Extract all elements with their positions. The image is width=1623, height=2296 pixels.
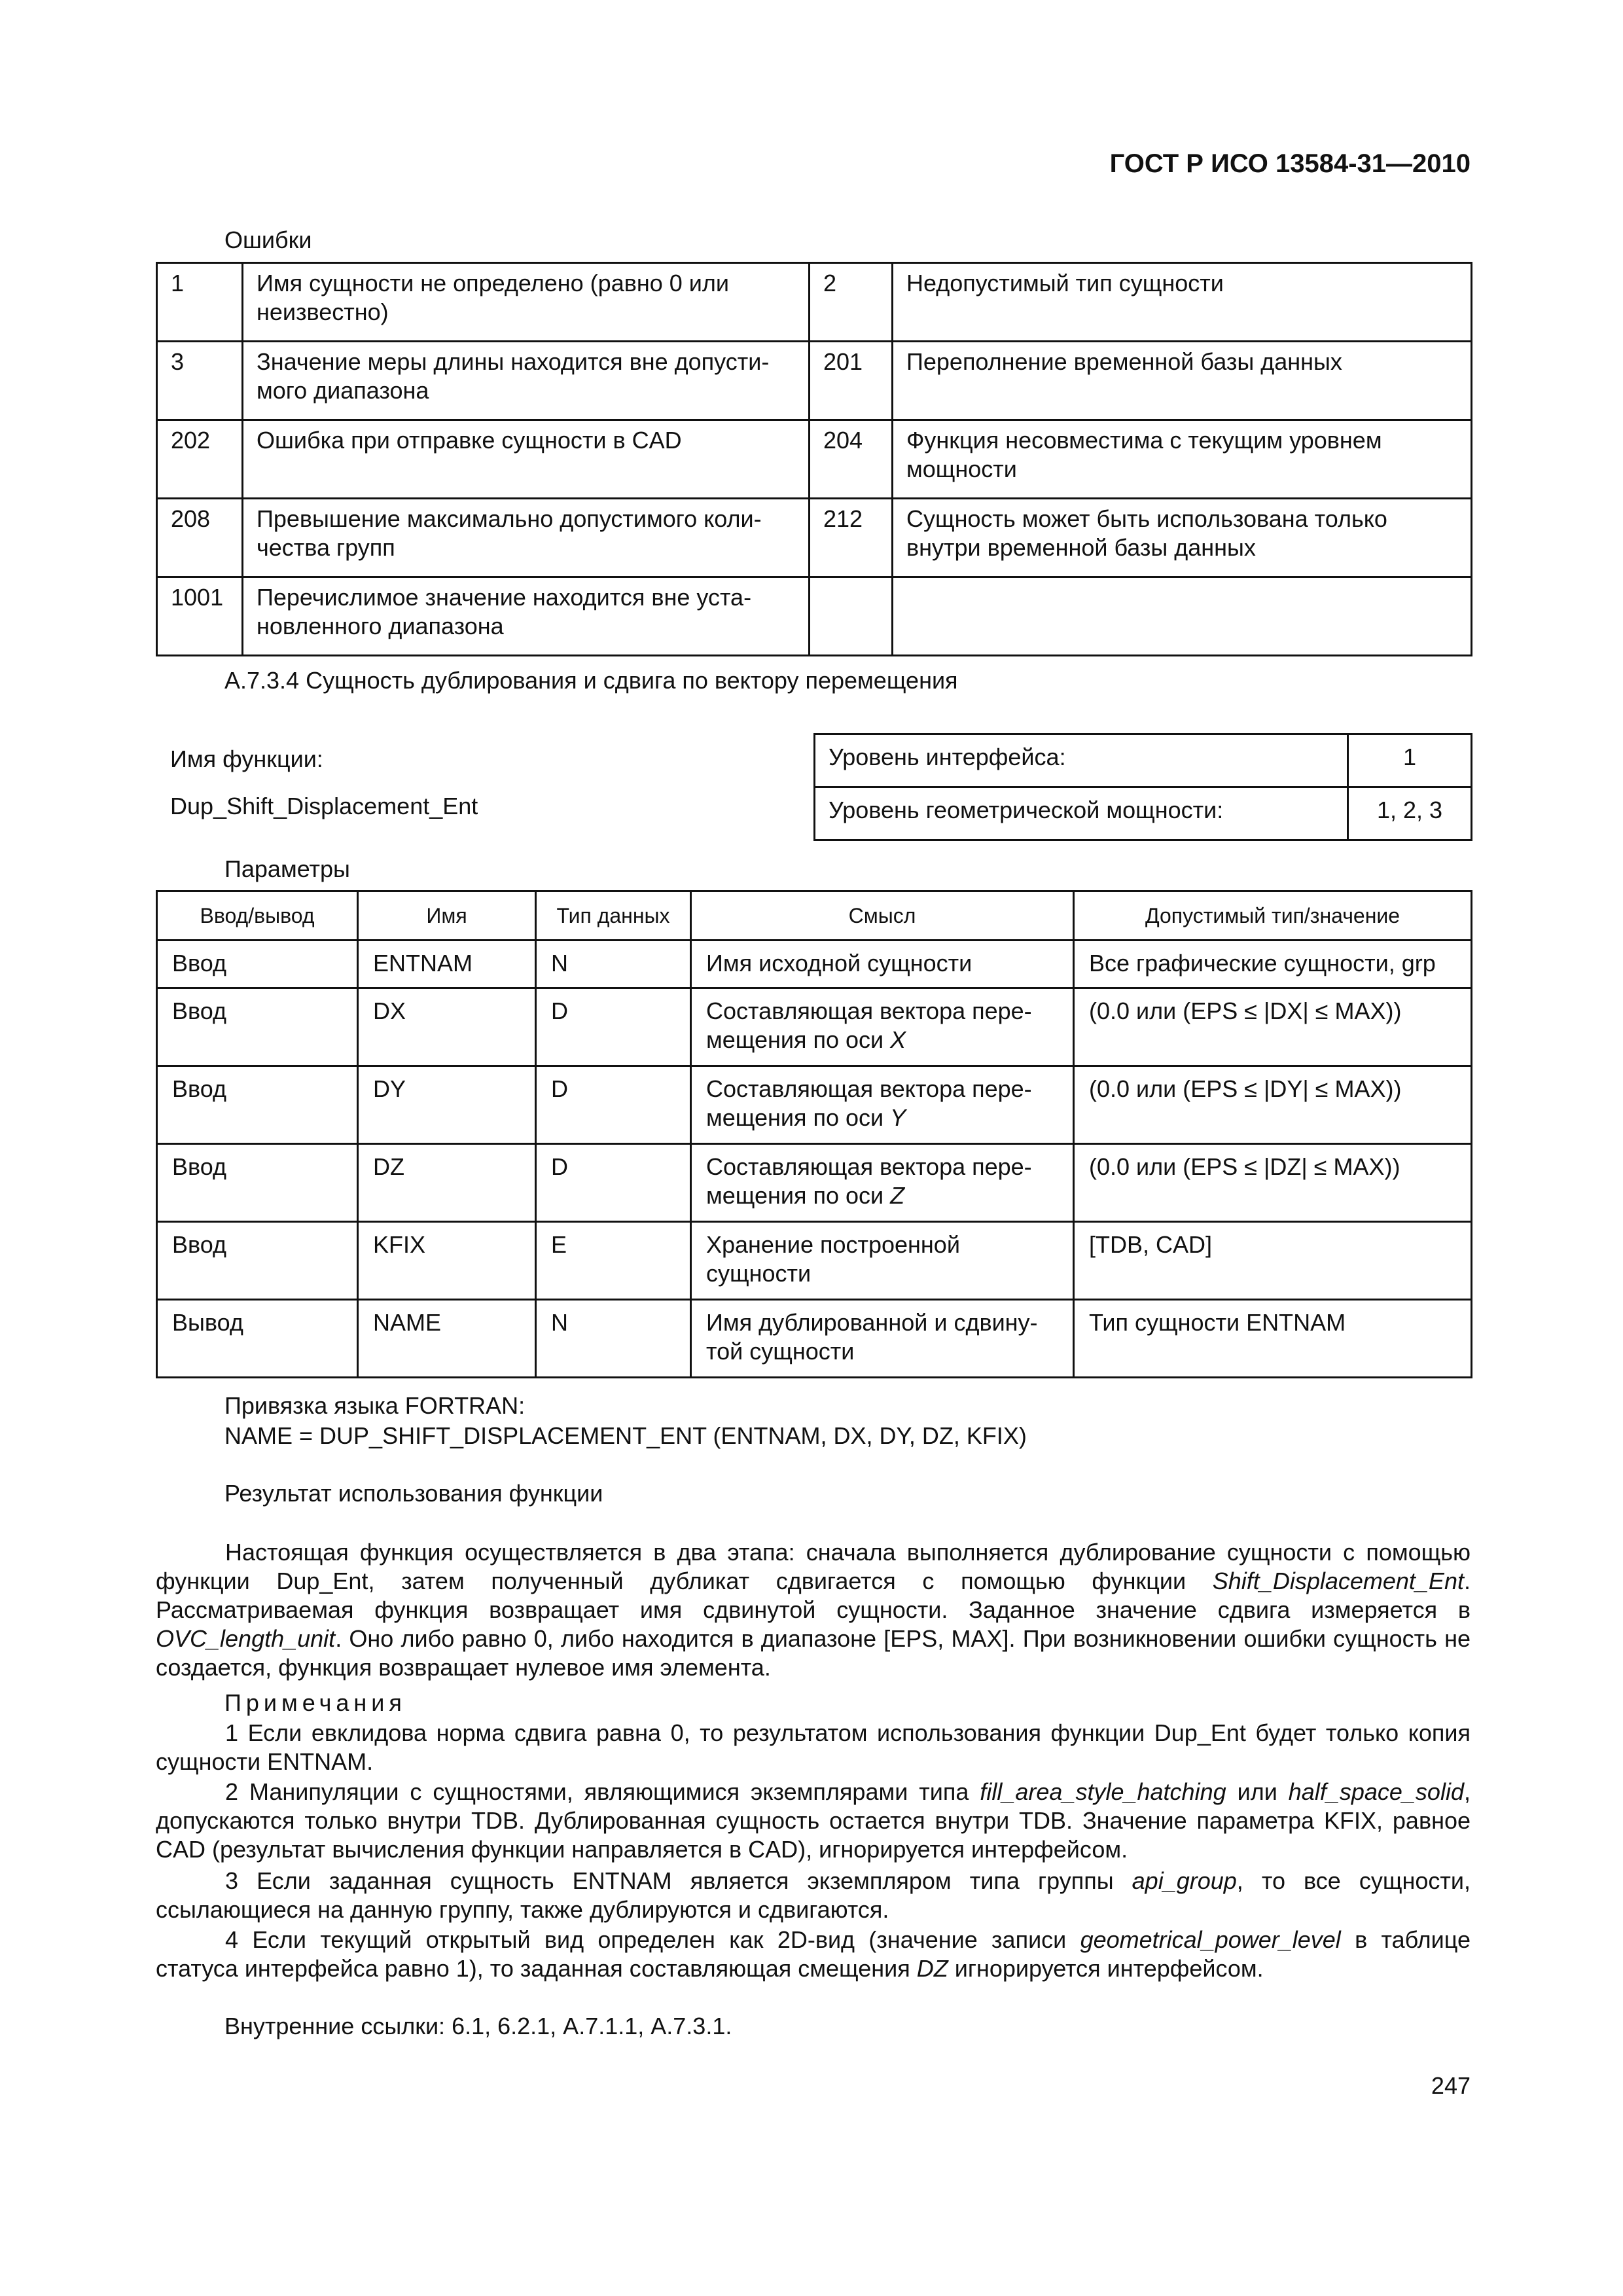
column-header: Имя <box>358 891 536 941</box>
table-row <box>157 420 1472 499</box>
result-label: Результат использования функции <box>224 1480 603 1507</box>
param-name: DZ <box>358 1144 536 1222</box>
section-title: А.7.3.4 Сущность дублирования и сдвига по вектору перемещения <box>224 667 958 694</box>
geometric-power-value: 1, 2, 3 <box>1348 787 1472 840</box>
error-code: 3 <box>157 342 243 420</box>
table-row <box>157 1300 1472 1378</box>
axis-label: X <box>890 1026 906 1053</box>
error-code: 1001 <box>157 577 243 656</box>
note-1: 1 Если евклидова норма сдвига равна 0, то результатом использования функции Dup_Ent будет только копия сущности ENTNAM. <box>156 1719 1471 1775</box>
param-type: E <box>536 1222 691 1300</box>
table-row <box>157 1222 1472 1300</box>
param-allowed: Все графические сущности, grp <box>1074 941 1472 988</box>
error-code <box>810 577 893 656</box>
result-paragraph: Настоящая функция осуществляется в два этапа: сначала выполняется дублирование сущности с помощью функции Dup_Ent, затем полученный дубликат сдвигается с помощью функции Shift_Displacement_Ent. Рассматриваемая функция возвращает имя сдвинутой сущности. Заданное значение сдвига измеряется в OVC_length_unit. Оно либо равно 0, либо находится в диапазоне [EPS, MAX]. При возникновении ошибки сущность не создается, функция возвращает нулевое имя элемента. <box>156 1539 1471 1681</box>
column-header: Тип данных <box>536 891 691 941</box>
column-header: Ввод/вывод <box>157 891 358 941</box>
parameters-table <box>156 890 1472 1378</box>
table-row <box>157 263 1472 342</box>
error-text: Переполнение временной базы данных <box>893 342 1472 420</box>
error-code: 2 <box>810 263 893 342</box>
param-io: Ввод <box>157 941 358 988</box>
note-4: 4 Если текущий открытый вид определен как 2D-вид (значение записи geometrical_power_level в таблице статуса интерфейса равно 1), то заданная составляющая смещения DZ игнорируется интерфейсом. <box>156 1926 1471 1982</box>
table-row <box>157 342 1472 420</box>
table-row <box>157 1066 1472 1144</box>
param-name: ENTNAM <box>358 941 536 988</box>
param-allowed: [TDB, CAD] <box>1074 1222 1472 1300</box>
param-type: D <box>536 988 691 1066</box>
error-text: Превышение максимально допустимого коли-чества групп <box>243 499 810 577</box>
error-code: 202 <box>157 420 243 499</box>
param-io: Ввод <box>157 1066 358 1144</box>
table-row <box>157 988 1472 1066</box>
param-meaning: Хранение построенной сущности <box>691 1222 1074 1300</box>
table-row <box>157 499 1472 577</box>
parameters-label: Параметры <box>224 855 350 882</box>
function-name-label: Имя функции: <box>170 745 323 772</box>
table-row <box>815 787 1472 840</box>
error-text: Значение меры длины находится вне допусти-мого диапазона <box>243 342 810 420</box>
column-header: Смысл <box>691 891 1074 941</box>
fortran-label: Привязка языка FORTRAN: <box>224 1392 526 1419</box>
axis-label: Y <box>890 1104 906 1131</box>
page-number: 247 <box>1431 2072 1471 2099</box>
param-meaning: Составляющая вектора пере-мещения по оси Z <box>691 1144 1074 1222</box>
param-type: D <box>536 1144 691 1222</box>
param-meaning: Составляющая вектора пере-мещения по оси X <box>691 988 1074 1066</box>
errors-label: Ошибки <box>224 226 312 253</box>
param-io: Ввод <box>157 988 358 1066</box>
error-code: 1 <box>157 263 243 342</box>
param-meaning: Составляющая вектора пере-мещения по оси Y <box>691 1066 1074 1144</box>
error-text: Имя сущности не определено (равно 0 или неизвестно) <box>243 263 810 342</box>
errors-table <box>156 262 1472 656</box>
table-row <box>815 734 1472 787</box>
error-code: 212 <box>810 499 893 577</box>
interface-level-label: Уровень интерфейса: <box>815 734 1348 787</box>
param-name: KFIX <box>358 1222 536 1300</box>
param-type: N <box>536 941 691 988</box>
error-text: Сущность может быть использована только внутри временной базы данных <box>893 499 1472 577</box>
param-allowed: Тип сущности ENTNAM <box>1074 1300 1472 1378</box>
error-text: Перечислимое значение находится вне уста-новленного диапазона <box>243 577 810 656</box>
error-text: Ошибка при отправке сущности в CAD <box>243 420 810 499</box>
param-meaning: Имя исходной сущности <box>691 941 1074 988</box>
fortran-call: NAME = DUP_SHIFT_DISPLACEMENT_ENT (ENTNAM, DX, DY, DZ, KFIX) <box>224 1422 1027 1449</box>
error-code: 201 <box>810 342 893 420</box>
axis-label: Z <box>890 1182 905 1209</box>
param-io: Вывод <box>157 1300 358 1378</box>
param-name: NAME <box>358 1300 536 1378</box>
param-allowed: (0.0 или (EPS ≤ |DX| ≤ MAX)) <box>1074 988 1472 1066</box>
column-header: Допустимый тип/значение <box>1074 891 1472 941</box>
param-io: Ввод <box>157 1222 358 1300</box>
interface-level-table <box>813 733 1472 841</box>
function-name-value: Dup_Shift_Displacement_Ent <box>170 793 478 819</box>
table-row <box>157 1144 1472 1222</box>
interface-level-value: 1 <box>1348 734 1472 787</box>
table-row <box>157 577 1472 656</box>
param-name: DY <box>358 1066 536 1144</box>
param-type: D <box>536 1066 691 1144</box>
note-2: 2 Манипуляции с сущностями, являющимися экземплярами типа fill_area_style_hatching или half_space_solid, допускаются только внутри TDB. Дублированная сущность остается внутри TDB. Значение параметра KFIX, равное CAD (результат вычисления функции направляется в CAD), игнорируется интерфейсом. <box>156 1778 1471 1863</box>
error-text <box>893 577 1472 656</box>
error-code: 208 <box>157 499 243 577</box>
param-allowed: (0.0 или (EPS ≤ |DY| ≤ MAX)) <box>1074 1066 1472 1144</box>
geometric-power-label: Уровень геометрической мощности: <box>815 787 1348 840</box>
internal-references: Внутренние ссылки: 6.1, 6.2.1, А.7.1.1, А.7.3.1. <box>224 2013 732 2039</box>
note-3: 3 Если заданная сущность ENTNAM является экземпляром типа группы api_group, то все сущности, ссылающиеся на данную группу, также дублируются и сдвигаются. <box>156 1867 1471 1923</box>
param-meaning: Имя дублированной и сдвину-той сущности <box>691 1300 1074 1378</box>
error-code: 204 <box>810 420 893 499</box>
error-text: Недопустимый тип сущности <box>893 263 1472 342</box>
param-name: DX <box>358 988 536 1066</box>
param-io: Ввод <box>157 1144 358 1222</box>
error-text: Функция несовместима с текущим уровнем мощности <box>893 420 1472 499</box>
document-code: ГОСТ Р ИСО 13584-31—2010 <box>1109 149 1471 178</box>
table-row <box>157 941 1472 988</box>
table-header-row <box>157 891 1472 941</box>
param-allowed: (0.0 или (EPS ≤ |DZ| ≤ MAX)) <box>1074 1144 1472 1222</box>
param-type: N <box>536 1300 691 1378</box>
notes-label: Примечания <box>224 1689 406 1716</box>
